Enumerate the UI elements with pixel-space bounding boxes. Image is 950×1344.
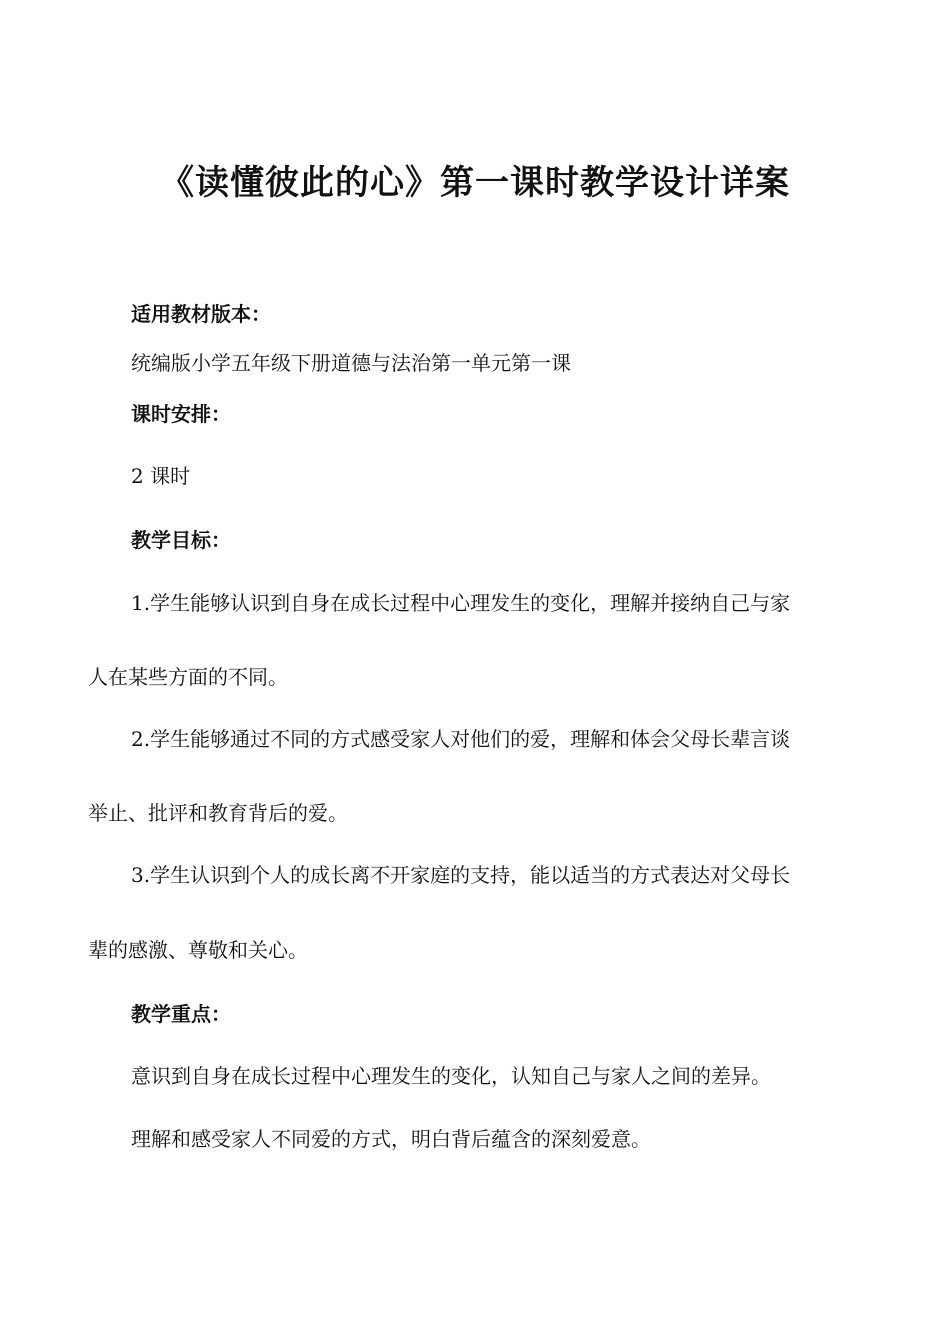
edition-heading: 适用教材版本：: [131, 302, 271, 326]
focus-item-1: 意识到自身在成长过程中心理发生的变化，认知自己与家人之间的差异。: [131, 1064, 771, 1088]
goal-3-line-1: 3.学生认识到个人的成长离不开家庭的支持，能以适当的方式表达对父母长: [131, 863, 791, 887]
schedule-text: 2 课时: [131, 464, 191, 488]
schedule-heading: 课时安排：: [131, 402, 231, 426]
goal-3-line-2: 辈的感激、尊敬和关心。: [88, 938, 308, 962]
focus-item-2: 理解和感受家人不同爱的方式，明白背后蕴含的深刻爱意。: [131, 1127, 651, 1151]
goal-1-line-1: 1.学生能够认识到自身在成长过程中心理发生的变化，理解并接纳自己与家: [131, 591, 791, 615]
focus-heading: 教学重点：: [131, 1002, 231, 1026]
document-title: 《读懂彼此的心》第一课时教学设计详案: [160, 163, 790, 203]
goal-1-line-2: 人在某些方面的不同。: [88, 665, 288, 689]
edition-text: 统编版小学五年级下册道德与法治第一单元第一课: [131, 351, 571, 375]
goal-2-line-1: 2.学生能够通过不同的方式感受家人对他们的爱，理解和体会父母长辈言谈: [131, 727, 791, 751]
goal-2-line-2: 举止、批评和教育背后的爱。: [88, 801, 348, 825]
goals-heading: 教学目标：: [131, 528, 231, 552]
